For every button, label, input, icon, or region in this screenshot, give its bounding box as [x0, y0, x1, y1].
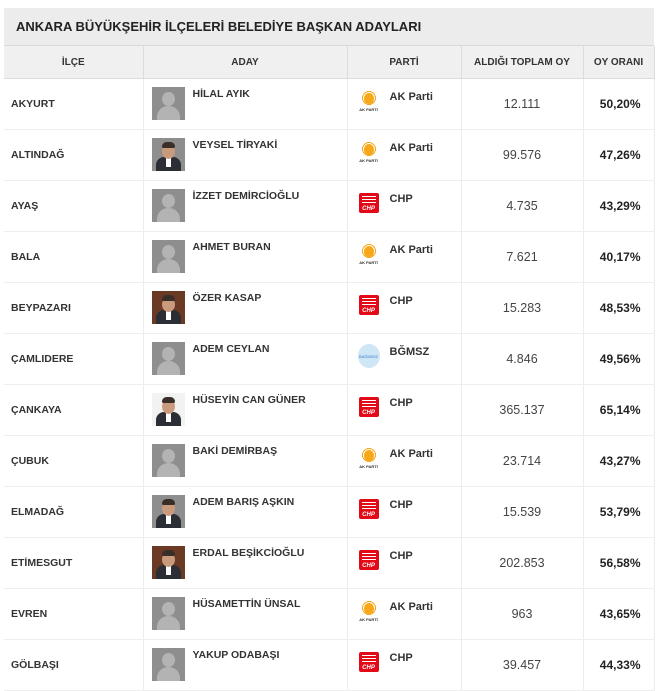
cell-aday: [143, 589, 347, 640]
cell-oy: 99.576: [461, 130, 583, 181]
candidate-name: ÖZER KASAP: [192, 292, 262, 304]
ak-parti-bulb-icon: AK PARTİ: [358, 141, 380, 163]
cell-ilce: ÇANKAYA: [4, 385, 143, 436]
candidate-name: ADEM CEYLAN: [192, 343, 270, 355]
cell-parti: [347, 385, 461, 436]
cell-parti: [347, 334, 461, 385]
cell-oran: 40,17%: [583, 232, 654, 283]
results-table: [4, 46, 655, 691]
cell-parti: [347, 538, 461, 589]
avatar: [152, 495, 185, 528]
candidate-name: YAKUP ODABAŞI: [192, 649, 280, 661]
cell-oy: 7.621: [461, 232, 583, 283]
cell-oy: 4.735: [461, 181, 583, 232]
header-row: [4, 46, 654, 79]
party-name: BĞMSZ: [389, 346, 430, 358]
avatar-placeholder-icon: [152, 597, 185, 630]
cell-oran: 50,20%: [583, 79, 654, 130]
column-header-oy: ALDIĞI TOPLAM OY: [461, 46, 583, 79]
party-name: AK Parti: [389, 142, 433, 154]
chp-six-arrows-icon: CHP: [358, 294, 380, 316]
party-name: CHP: [389, 193, 413, 205]
table-row[interactable]: [4, 640, 654, 691]
party-name: AK Parti: [389, 448, 433, 460]
table-row[interactable]: [4, 589, 654, 640]
cell-oy: 12.111: [461, 79, 583, 130]
cell-ilce: BALA: [4, 232, 143, 283]
cell-aday: [143, 181, 347, 232]
cell-aday: [143, 385, 347, 436]
cell-ilce: ALTINDAĞ: [4, 130, 143, 181]
cell-parti: [347, 640, 461, 691]
cell-parti: [347, 79, 461, 130]
candidate-name: AHMET BURAN: [192, 241, 271, 253]
candidate-name: ADEM BARIŞ AŞKIN: [192, 496, 295, 508]
table-row[interactable]: [4, 130, 654, 181]
cell-parti: [347, 130, 461, 181]
cell-parti: [347, 487, 461, 538]
table-row[interactable]: [4, 232, 654, 283]
chp-six-arrows-icon: CHP: [358, 396, 380, 418]
cell-oran: 43,29%: [583, 181, 654, 232]
chp-six-arrows-icon: CHP: [358, 651, 380, 673]
chp-six-arrows-icon: CHP: [358, 549, 380, 571]
avatar: [152, 138, 185, 171]
candidate-name: BAKİ DEMİRBAŞ: [192, 445, 278, 457]
cell-oran: 43,65%: [583, 589, 654, 640]
party-name: CHP: [389, 652, 413, 664]
table-row[interactable]: [4, 334, 654, 385]
cell-ilce: GÖLBAŞI: [4, 640, 143, 691]
column-header-parti: PARTİ: [347, 46, 461, 79]
candidate-name: ERDAL BEŞİKCİOĞLU: [192, 547, 305, 559]
cell-parti: [347, 436, 461, 487]
cell-oy: 202.853: [461, 538, 583, 589]
cell-ilce: AYAŞ: [4, 181, 143, 232]
cell-aday: [143, 79, 347, 130]
chp-six-arrows-icon: CHP: [358, 192, 380, 214]
cell-oran: 47,26%: [583, 130, 654, 181]
cell-oran: 48,53%: [583, 283, 654, 334]
avatar-placeholder-icon: [152, 342, 185, 375]
party-name: CHP: [389, 397, 413, 409]
table-row[interactable]: [4, 487, 654, 538]
cell-ilce: ÇUBUK: [4, 436, 143, 487]
table-row[interactable]: [4, 79, 654, 130]
avatar: [152, 393, 185, 426]
avatar-placeholder-icon: [152, 240, 185, 273]
independent-badge-icon: BAĞIMSIZ: [358, 345, 380, 367]
party-name: CHP: [389, 550, 413, 562]
cell-ilce: ÇAMLIDERE: [4, 334, 143, 385]
candidate-name: VEYSEL TİRYAKİ: [192, 139, 278, 151]
column-header-ilce: İLÇE: [4, 46, 143, 79]
cell-oy: 365.137: [461, 385, 583, 436]
party-name: CHP: [389, 499, 413, 511]
avatar-placeholder-icon: [152, 648, 185, 681]
cell-oran: 56,58%: [583, 538, 654, 589]
cell-aday: [143, 436, 347, 487]
ak-parti-bulb-icon: AK PARTİ: [358, 90, 380, 112]
cell-oran: 65,14%: [583, 385, 654, 436]
cell-aday: [143, 487, 347, 538]
cell-oran: 49,56%: [583, 334, 654, 385]
table-row[interactable]: [4, 436, 654, 487]
table-title: ANKARA BÜYÜKŞEHİR İLÇELERİ BELEDİYE BAŞKAN ADAYLARI: [4, 8, 654, 46]
cell-oran: 44,33%: [583, 640, 654, 691]
column-header-aday: ADAY: [143, 46, 347, 79]
cell-ilce: BEYPAZARI: [4, 283, 143, 334]
cell-parti: [347, 589, 461, 640]
ak-parti-bulb-icon: AK PARTİ: [358, 243, 380, 265]
cell-aday: [143, 232, 347, 283]
party-name: AK Parti: [389, 244, 433, 256]
table-row[interactable]: [4, 538, 654, 589]
avatar: [152, 546, 185, 579]
table-row[interactable]: [4, 283, 654, 334]
candidate-name: HİLAL AYIK: [192, 88, 250, 100]
cell-parti: [347, 283, 461, 334]
ak-parti-bulb-icon: AK PARTİ: [358, 600, 380, 622]
cell-oy: 4.846: [461, 334, 583, 385]
candidate-name: HÜSAMETTİN ÜNSAL: [192, 598, 301, 610]
cell-parti: [347, 232, 461, 283]
cell-oy: 39.457: [461, 640, 583, 691]
cell-ilce: AKYURT: [4, 79, 143, 130]
avatar-placeholder-icon: [152, 189, 185, 222]
cell-oy: 963: [461, 589, 583, 640]
cell-aday: [143, 334, 347, 385]
cell-oy: 15.283: [461, 283, 583, 334]
chp-six-arrows-icon: CHP: [358, 498, 380, 520]
cell-aday: [143, 130, 347, 181]
table-row[interactable]: [4, 181, 654, 232]
cell-oran: 53,79%: [583, 487, 654, 538]
party-name: CHP: [389, 295, 413, 307]
cell-oy: 23.714: [461, 436, 583, 487]
avatar-placeholder-icon: [152, 87, 185, 120]
ak-parti-bulb-icon: AK PARTİ: [358, 447, 380, 469]
cell-aday: [143, 640, 347, 691]
avatar-placeholder-icon: [152, 444, 185, 477]
cell-oran: 43,27%: [583, 436, 654, 487]
party-name: AK Parti: [389, 91, 433, 103]
candidate-name: HÜSEYİN CAN GÜNER: [192, 394, 306, 406]
cell-ilce: EVREN: [4, 589, 143, 640]
table-row[interactable]: [4, 385, 654, 436]
cell-ilce: ETİMESGUT: [4, 538, 143, 589]
party-name: AK Parti: [389, 601, 433, 613]
cell-aday: [143, 538, 347, 589]
cell-ilce: ELMADAĞ: [4, 487, 143, 538]
cell-oy: 15.539: [461, 487, 583, 538]
candidate-name: İZZET DEMİRCİOĞLU: [192, 190, 300, 202]
column-header-oran: OY ORANI: [583, 46, 654, 79]
avatar: [152, 291, 185, 324]
cell-parti: [347, 181, 461, 232]
cell-aday: [143, 283, 347, 334]
